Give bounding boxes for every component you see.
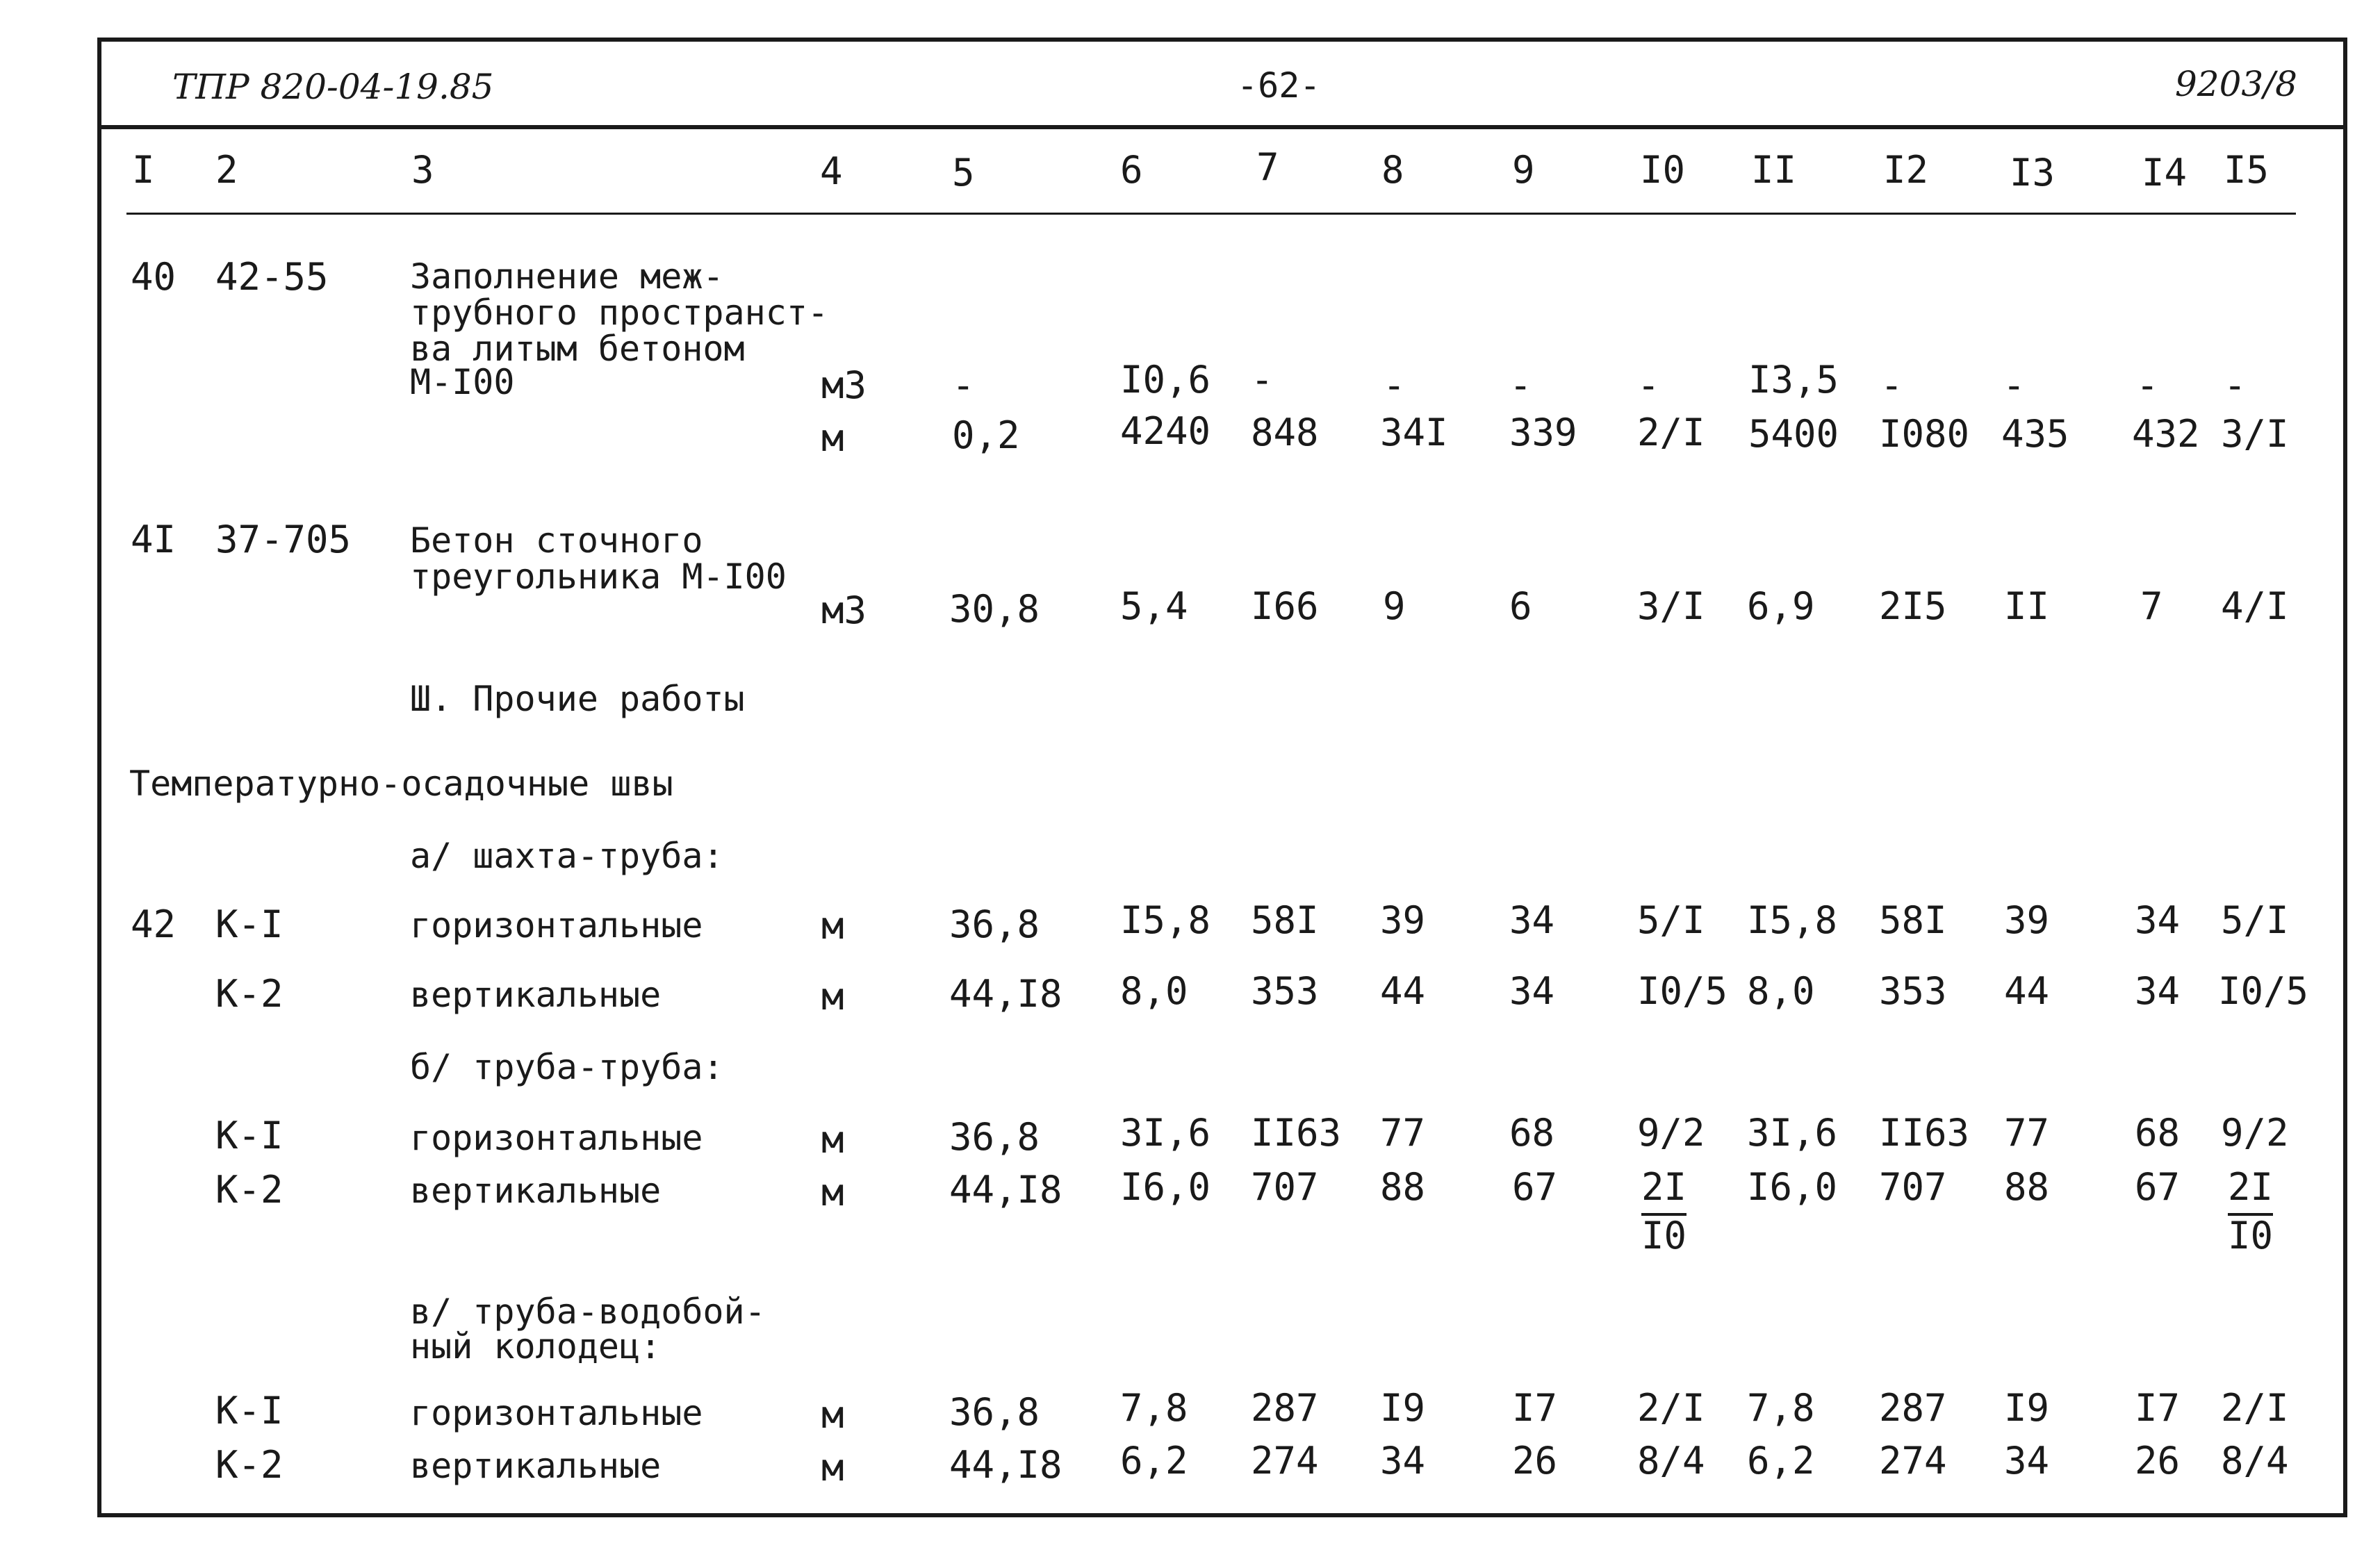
cell: 848: [1251, 411, 1319, 454]
cell: 58I: [1251, 898, 1319, 942]
cell: I6,0: [1120, 1165, 1211, 1209]
work-description: ва литым бетоном: [410, 329, 745, 369]
cell: 3/I: [1637, 584, 1705, 628]
cell: 6,2: [1120, 1439, 1188, 1483]
cell: 34I: [1380, 411, 1448, 454]
col-header: I5: [2224, 148, 2270, 192]
cell: 4240: [1120, 409, 1211, 453]
cell: 9/2: [1637, 1111, 1705, 1155]
cell: I6,0: [1747, 1165, 1838, 1209]
unit: м: [821, 416, 844, 460]
work-description: трубного пространст-: [410, 292, 829, 333]
cell: 67: [2135, 1165, 2181, 1209]
col-header: 5: [952, 151, 975, 195]
cell: I9: [2004, 1386, 2050, 1430]
cell: 287: [1879, 1386, 1947, 1430]
cell: 3I,6: [1120, 1111, 1211, 1155]
joint-code: К-2: [215, 1443, 284, 1487]
work-description: вертикальные: [410, 975, 662, 1015]
sheet-code: 9203/8: [2175, 64, 2297, 104]
col-header: 6: [1120, 148, 1143, 192]
cell: 274: [1251, 1439, 1319, 1483]
cell: I7: [1512, 1386, 1558, 1430]
cell: 4/I: [2221, 584, 2289, 628]
cell: II63: [1251, 1111, 1342, 1155]
col-header: II: [1751, 148, 1797, 192]
row-number: 40: [131, 255, 177, 299]
fraction-denominator: I0: [2228, 1214, 2274, 1257]
cell: 6,9: [1747, 584, 1815, 628]
cell: 30,8: [949, 587, 1040, 631]
cell: I5,8: [1747, 898, 1838, 942]
cell: -: [2136, 363, 2159, 407]
cell: -: [1637, 363, 1660, 407]
cell: -: [1880, 363, 1903, 407]
cell: 6,2: [1747, 1439, 1815, 1483]
row-number: 42: [131, 902, 177, 946]
joint-code: К-2: [215, 1168, 284, 1212]
unit: м3: [821, 588, 867, 632]
cell: 435: [2001, 412, 2069, 456]
cell: 5400: [1748, 412, 1839, 456]
cell: 44,I8: [949, 972, 1062, 1016]
cell: -: [2224, 363, 2247, 407]
col-header: I2: [1883, 148, 1929, 192]
cell: 2/I: [2221, 1386, 2289, 1430]
cell: 34: [1380, 1439, 1426, 1483]
cell: 44,I8: [949, 1168, 1062, 1212]
work-description: Заполнение меж-: [410, 256, 724, 297]
col-header: 7: [1256, 145, 1279, 189]
cell: II: [2004, 584, 2050, 628]
cell: 353: [1251, 969, 1319, 1013]
cell: 8,0: [1747, 969, 1815, 1013]
cell: 339: [1509, 411, 1577, 454]
cell: I0,6: [1120, 358, 1211, 402]
work-description: горизонтальные: [410, 905, 703, 946]
cell: 6: [1509, 584, 1532, 628]
work-description: горизонтальные: [410, 1393, 703, 1433]
col-header: 2: [215, 148, 238, 192]
cell: 26: [2135, 1439, 2181, 1483]
fraction-numerator: 2I: [1641, 1165, 1687, 1209]
col-header: I: [132, 148, 155, 192]
cell: 2I5: [1879, 584, 1947, 628]
cell: 432: [2132, 412, 2200, 456]
cell: I0/5: [2218, 969, 2309, 1013]
work-description: вертикальные: [410, 1171, 662, 1211]
cell: 9: [1383, 584, 1406, 628]
cell: -: [1509, 363, 1532, 407]
joint-code: К-2: [215, 972, 284, 1016]
cell: 67: [1512, 1165, 1558, 1209]
row-number: 4I: [131, 518, 177, 561]
cell: 88: [1380, 1165, 1426, 1209]
subsection-heading: в/ труба-водобой-: [410, 1292, 766, 1332]
col-header: 8: [1381, 148, 1404, 192]
cell: 26: [1512, 1439, 1558, 1483]
cell: 68: [1509, 1111, 1555, 1155]
work-description: треугольника М-I00: [410, 556, 787, 597]
cell: 5/I: [2221, 898, 2289, 942]
unit: м: [821, 1393, 844, 1437]
unit: м: [821, 1118, 844, 1162]
cell: 34: [2135, 898, 2181, 942]
cell: 7: [2140, 584, 2163, 628]
cell: 274: [1879, 1439, 1947, 1483]
cell: I3,5: [1748, 358, 1839, 402]
seams-heading: Температурно-осадочные швы: [129, 764, 673, 804]
cell: 36,8: [949, 1115, 1040, 1159]
header-divider: [97, 125, 2347, 129]
unit: м3: [821, 363, 867, 407]
cell: 34: [2004, 1439, 2050, 1483]
work-description: Бетон сточного: [410, 520, 703, 561]
cell: 34: [1509, 969, 1555, 1013]
page-number: -62-: [1237, 65, 1321, 106]
subsection-heading: а/ шахта-труба:: [410, 836, 724, 876]
cell: 44: [1380, 969, 1426, 1013]
cell: II63: [1879, 1111, 1970, 1155]
col-header: 9: [1512, 148, 1535, 192]
cell: -: [2003, 363, 2026, 407]
unit: м: [821, 1446, 844, 1490]
cell: -: [952, 363, 975, 407]
cell: 707: [1879, 1165, 1947, 1209]
cell: 0,2: [952, 413, 1020, 457]
column-header-divider: [126, 213, 2296, 215]
work-description: горизонтальные: [410, 1118, 703, 1158]
cell: 287: [1251, 1386, 1319, 1430]
col-header: I4: [2142, 151, 2188, 195]
cell: 353: [1879, 969, 1947, 1013]
work-description: вертикальные: [410, 1446, 662, 1486]
fraction-denominator: I0: [1641, 1214, 1687, 1257]
cell: 707: [1251, 1165, 1319, 1209]
cell: 44,I8: [949, 1443, 1062, 1487]
col-header: I3: [2010, 151, 2055, 195]
subsection-heading: б/ труба-труба:: [410, 1047, 724, 1087]
cell: 36,8: [949, 1390, 1040, 1434]
section-heading: Ш. Прочие работы: [410, 679, 745, 719]
cell: 8/4: [2221, 1439, 2289, 1483]
cell: 34: [1509, 898, 1555, 942]
cell: -: [1383, 363, 1406, 407]
cell: 8,0: [1120, 969, 1188, 1013]
unit: м: [821, 975, 844, 1018]
cell: 88: [2004, 1165, 2050, 1209]
cell: -: [1251, 358, 1274, 402]
subsection-heading: ный колодец:: [410, 1326, 662, 1367]
cell: 58I: [1879, 898, 1947, 942]
cell: 77: [2004, 1111, 2050, 1155]
cell: 39: [1380, 898, 1426, 942]
cell: 68: [2135, 1111, 2181, 1155]
cell: 7,8: [1747, 1386, 1815, 1430]
norm-code: 42-55: [215, 255, 329, 299]
cell: I66: [1251, 584, 1319, 628]
cell: 77: [1380, 1111, 1426, 1155]
cell: 2/I: [1637, 1386, 1705, 1430]
cell: 2/I: [1637, 411, 1705, 454]
cell: 8/4: [1637, 1439, 1705, 1483]
work-description: М-I00: [410, 362, 515, 402]
cell: I080: [1879, 412, 1970, 456]
cell: 9/2: [2221, 1111, 2289, 1155]
cell: 36,8: [949, 902, 1040, 946]
col-header: I0: [1640, 148, 1686, 192]
fraction-numerator: 2I: [2228, 1165, 2274, 1209]
joint-code: К-I: [215, 902, 284, 946]
col-header: 3: [411, 148, 434, 192]
cell: 3/I: [2221, 412, 2289, 456]
cell: 34: [2135, 969, 2181, 1013]
cell: 5,4: [1120, 584, 1188, 628]
cell: 44: [2004, 969, 2050, 1013]
cell: 7,8: [1120, 1386, 1188, 1430]
cell: I5,8: [1120, 898, 1211, 942]
unit: м: [821, 1171, 844, 1214]
cell: I0/5: [1637, 969, 1728, 1013]
cell: I7: [2135, 1386, 2181, 1430]
norm-code: 37-705: [215, 518, 352, 561]
doc-code: ТПР 820-04-19.85: [172, 67, 494, 107]
col-header: 4: [820, 149, 843, 193]
cell: 5/I: [1637, 898, 1705, 942]
joint-code: К-I: [215, 1114, 284, 1157]
joint-code: К-I: [215, 1389, 284, 1433]
unit: м: [821, 904, 844, 948]
cell: 39: [2004, 898, 2050, 942]
cell: 3I,6: [1747, 1111, 1838, 1155]
cell: I9: [1380, 1386, 1426, 1430]
